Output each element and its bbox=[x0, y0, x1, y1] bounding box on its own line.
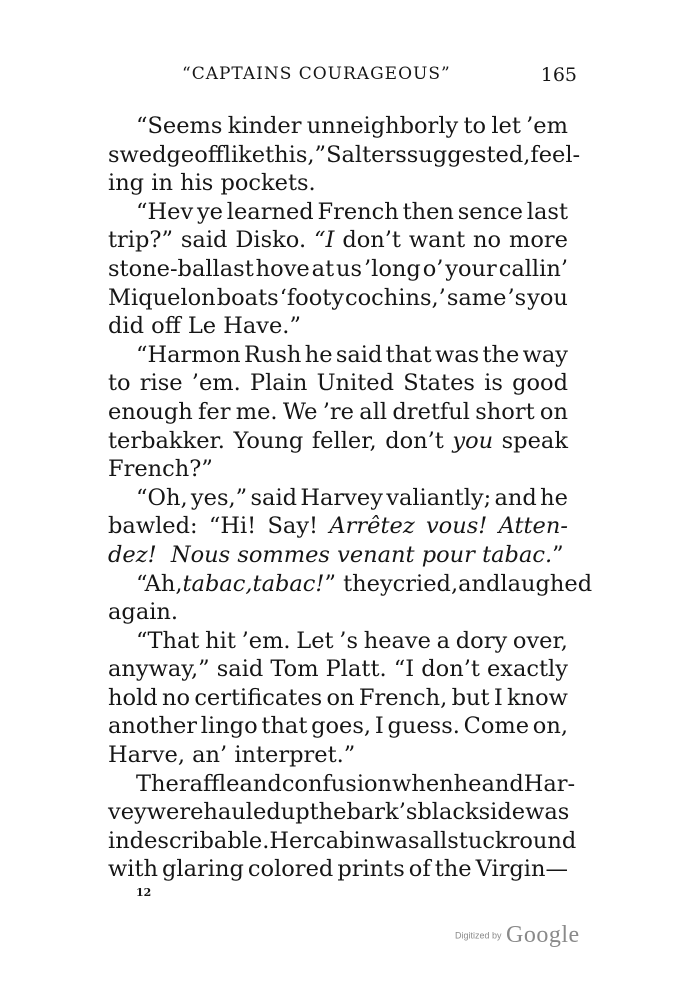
word: Disko. bbox=[235, 227, 307, 254]
text-line bbox=[108, 341, 568, 370]
italic-word: tabac, bbox=[182, 570, 253, 597]
word: Her bbox=[269, 827, 314, 854]
word: callin’ bbox=[498, 255, 568, 282]
word: “Hi! bbox=[208, 513, 257, 540]
word: “Seems bbox=[136, 113, 223, 139]
word: goes, bbox=[311, 713, 372, 740]
watermark-brand: Google bbox=[505, 922, 580, 948]
word: ye bbox=[196, 198, 223, 225]
text-line bbox=[108, 770, 576, 799]
word: French bbox=[317, 198, 399, 225]
word: don’t bbox=[385, 427, 444, 454]
word: Say! bbox=[267, 513, 319, 540]
word: laughed bbox=[500, 570, 593, 597]
word: fer bbox=[198, 398, 231, 425]
word: Tom bbox=[270, 656, 319, 683]
word: boats bbox=[216, 284, 279, 311]
italic-word: you bbox=[452, 427, 494, 454]
word: and bbox=[239, 770, 282, 797]
word: States bbox=[403, 370, 475, 397]
word: side bbox=[478, 799, 526, 826]
word: vey bbox=[108, 799, 147, 826]
text-line bbox=[108, 712, 568, 741]
word: I bbox=[493, 684, 503, 711]
word: that bbox=[385, 341, 432, 368]
text-line bbox=[108, 284, 568, 313]
watermark-prefix: Digitized by bbox=[455, 930, 502, 941]
word: don’t bbox=[342, 227, 401, 254]
word: ” bbox=[552, 541, 564, 568]
word: another bbox=[108, 713, 198, 740]
word: Rush bbox=[243, 341, 302, 368]
word: feel- bbox=[530, 141, 581, 168]
word: want bbox=[408, 227, 466, 254]
word: swedge bbox=[108, 141, 195, 168]
word: feller, bbox=[311, 427, 377, 454]
word: Harve, an’ interpret.” bbox=[108, 742, 356, 769]
word: ’em. bbox=[241, 627, 291, 654]
word: to bbox=[463, 113, 487, 139]
word: enough bbox=[108, 398, 193, 425]
word: same bbox=[446, 284, 507, 311]
word: again. bbox=[108, 599, 179, 626]
text-line bbox=[108, 455, 568, 484]
word: Virgin— bbox=[475, 856, 568, 883]
word: stuck bbox=[447, 827, 509, 854]
word: ’s bbox=[507, 284, 527, 311]
word: was bbox=[525, 799, 570, 826]
word: ’s bbox=[339, 627, 358, 654]
word: guess. bbox=[387, 713, 460, 740]
word: glaring bbox=[162, 856, 244, 883]
word: round bbox=[508, 827, 577, 854]
word: on, bbox=[532, 713, 568, 740]
word: unneighborly bbox=[306, 113, 459, 139]
text-line bbox=[108, 827, 577, 856]
word: hit bbox=[205, 627, 236, 654]
word: let bbox=[491, 113, 521, 139]
word: but bbox=[451, 684, 490, 711]
word: Let bbox=[296, 627, 334, 654]
word: like bbox=[223, 141, 266, 168]
word: to bbox=[108, 370, 131, 397]
word: French, bbox=[358, 684, 448, 711]
word: We bbox=[282, 398, 318, 425]
word: ” they bbox=[324, 570, 393, 597]
page-number: 165 bbox=[540, 64, 577, 86]
word: he bbox=[540, 484, 568, 511]
word: me. bbox=[235, 398, 278, 425]
word: us bbox=[336, 255, 363, 282]
word: learned bbox=[226, 198, 314, 225]
running-title: “CAPTAINS COURAGEOUS” bbox=[182, 64, 451, 84]
word: was bbox=[375, 827, 420, 854]
word: off bbox=[194, 141, 224, 168]
word: and bbox=[494, 484, 537, 511]
word: and bbox=[481, 770, 524, 797]
digitized-watermark bbox=[455, 922, 580, 949]
text-line bbox=[108, 655, 568, 684]
word: United bbox=[316, 370, 394, 397]
text-line bbox=[108, 312, 568, 341]
word: then bbox=[402, 198, 454, 225]
word: all bbox=[359, 398, 388, 425]
word: hove bbox=[255, 255, 310, 282]
word: stone-ballast bbox=[108, 255, 254, 282]
word: the bbox=[309, 799, 347, 826]
text-line bbox=[108, 484, 568, 513]
word: know bbox=[507, 684, 568, 711]
word: he bbox=[304, 341, 333, 368]
word: no bbox=[161, 684, 190, 711]
word: heave bbox=[363, 627, 431, 654]
running-header bbox=[108, 64, 577, 88]
word: your bbox=[445, 255, 497, 282]
text-line bbox=[108, 570, 593, 599]
word: “Harmon bbox=[136, 341, 241, 368]
word: The bbox=[136, 770, 179, 797]
word: the bbox=[434, 856, 472, 883]
word: “Ah, bbox=[136, 570, 183, 597]
text-line bbox=[108, 627, 568, 656]
word: a bbox=[436, 627, 451, 654]
word: cried, bbox=[392, 570, 459, 597]
word: ’long bbox=[363, 255, 421, 282]
word: prints bbox=[337, 856, 405, 883]
word: Platt. bbox=[325, 656, 387, 683]
body-text bbox=[108, 112, 593, 884]
word: dory bbox=[455, 627, 508, 654]
word: yes,” bbox=[190, 484, 248, 511]
word: ’re bbox=[322, 398, 354, 425]
italic-word: vous! bbox=[425, 513, 488, 540]
word: dretful bbox=[392, 398, 470, 425]
word: last bbox=[526, 198, 568, 225]
word: said bbox=[180, 227, 228, 254]
word: up bbox=[280, 799, 310, 826]
word: the bbox=[482, 341, 520, 368]
text-line bbox=[108, 255, 568, 284]
word: o’ bbox=[422, 255, 444, 282]
word: anyway,” bbox=[108, 656, 210, 683]
word: good bbox=[512, 370, 568, 397]
word: sence bbox=[457, 198, 523, 225]
text-line bbox=[108, 141, 581, 170]
word: Miquelon bbox=[108, 284, 216, 311]
word: Harvey bbox=[300, 484, 383, 511]
text-line bbox=[108, 226, 568, 255]
word: did off Le Have.” bbox=[108, 313, 301, 340]
text-line bbox=[108, 427, 568, 456]
text-line bbox=[108, 398, 568, 427]
word: Plain bbox=[249, 370, 308, 397]
text-line bbox=[108, 855, 568, 884]
text-line bbox=[108, 369, 568, 398]
word: said bbox=[216, 656, 264, 683]
word: “Hev bbox=[136, 198, 194, 225]
word: with bbox=[108, 856, 158, 883]
word: ing in his pockets. bbox=[108, 170, 316, 197]
word: hauled bbox=[203, 799, 281, 826]
word: short bbox=[475, 398, 535, 425]
word: ’em bbox=[526, 113, 568, 139]
word: ‘footy bbox=[279, 284, 344, 311]
word: way bbox=[522, 341, 568, 368]
word: certificates bbox=[194, 684, 323, 711]
word: on bbox=[539, 398, 568, 425]
word: confusion bbox=[281, 770, 393, 797]
word: was bbox=[434, 341, 480, 368]
italic-word: tabac! bbox=[252, 570, 325, 597]
text-line bbox=[108, 169, 568, 198]
signature-mark: 12 bbox=[136, 886, 152, 899]
word: all bbox=[419, 827, 448, 854]
word: trip?” bbox=[108, 227, 173, 254]
word: ’em. bbox=[191, 370, 241, 397]
word: he bbox=[453, 770, 482, 797]
text-line bbox=[108, 598, 568, 627]
word: speak bbox=[501, 427, 568, 454]
word: at bbox=[311, 255, 335, 282]
word: Come bbox=[463, 713, 530, 740]
text-line bbox=[108, 741, 568, 770]
word: you bbox=[527, 284, 568, 311]
italic-word: dez! Nous sommes venant pour tabac. bbox=[108, 541, 553, 568]
word: when bbox=[392, 770, 454, 797]
word: Salters bbox=[326, 141, 407, 168]
word: cabin bbox=[313, 827, 376, 854]
word: said bbox=[250, 484, 298, 511]
word: no bbox=[473, 227, 502, 254]
word: bawled: bbox=[108, 513, 198, 540]
word: and bbox=[458, 570, 501, 597]
italic-word: “I bbox=[314, 227, 335, 254]
text-line bbox=[108, 684, 568, 713]
word: valiantly; bbox=[386, 484, 492, 511]
word: hold bbox=[108, 684, 158, 711]
text-line bbox=[108, 112, 568, 141]
word: kinder bbox=[227, 113, 302, 139]
word: more bbox=[509, 227, 568, 254]
text-line bbox=[108, 541, 568, 570]
word: suggested, bbox=[406, 141, 531, 168]
word: over, bbox=[512, 627, 568, 654]
word: “That bbox=[136, 627, 200, 654]
word: indescribable. bbox=[108, 827, 270, 854]
word: raffle bbox=[178, 770, 240, 797]
word: rise bbox=[139, 370, 183, 397]
word: exactly bbox=[486, 656, 568, 683]
word: this,” bbox=[265, 141, 327, 168]
text-line bbox=[108, 798, 568, 827]
word: “I bbox=[393, 656, 415, 683]
italic-word: Arrêtez bbox=[329, 513, 415, 540]
word: said bbox=[335, 341, 383, 368]
word: that bbox=[261, 713, 308, 740]
word: of bbox=[408, 856, 431, 883]
text-line bbox=[108, 198, 568, 227]
word: don’t bbox=[421, 656, 480, 683]
word: were bbox=[146, 799, 204, 826]
word: cochins,’ bbox=[345, 284, 446, 311]
italic-word: Atten- bbox=[498, 513, 568, 540]
word: lingo bbox=[200, 713, 258, 740]
word: “Oh, bbox=[136, 484, 188, 511]
text-line bbox=[108, 512, 568, 541]
word: French?” bbox=[108, 456, 213, 483]
word: on bbox=[326, 684, 355, 711]
word: Har- bbox=[523, 770, 576, 797]
word: terbakker. bbox=[108, 427, 225, 454]
word: I bbox=[374, 713, 384, 740]
word: black bbox=[417, 799, 479, 826]
word: bark’s bbox=[346, 799, 418, 826]
word: Young bbox=[233, 427, 304, 454]
word: is bbox=[484, 370, 503, 397]
word: colored bbox=[247, 856, 334, 883]
